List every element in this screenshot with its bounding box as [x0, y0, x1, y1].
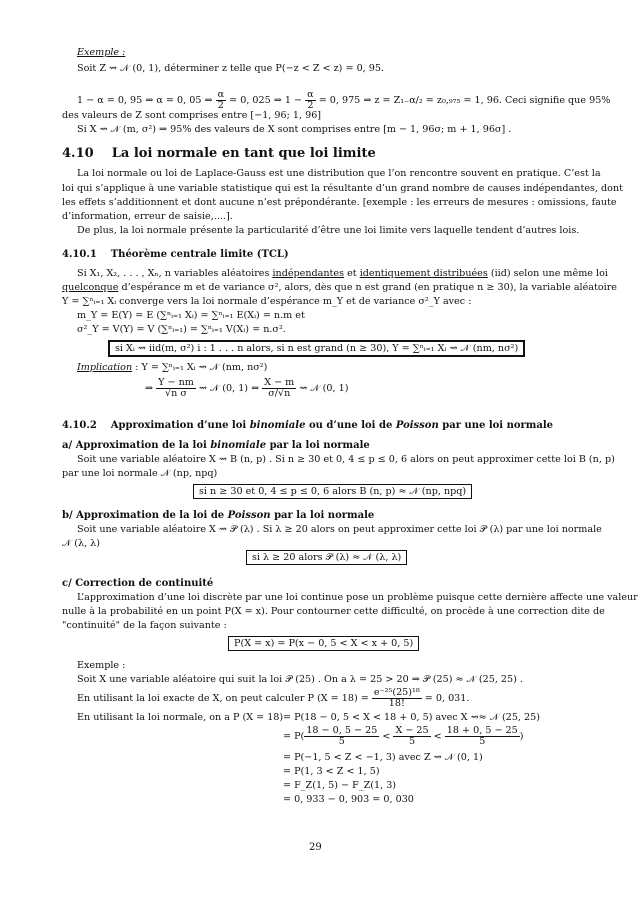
formula-line: m_Y = E(Y) = E (∑ⁿᵢ₌₁ Xᵢ) = ∑ⁿᵢ₌₁ E(Xᵢ) = n.m et [77, 310, 305, 321]
derivation-step: = P(1, 3 < Z < 1, 5) [283, 766, 380, 777]
result-box: si λ ≥ 20 alors 𝒫 (λ) ≈ 𝒩 (λ, λ) [246, 550, 407, 565]
example-line: En utilisant la loi normale, on a P (X = 18) [77, 712, 284, 723]
subsection-title: Théorème centrale limite (TCL) [110, 249, 289, 260]
example-line: Si X ⇝ 𝒩 (m, σ²) ⇒ 95% des valeurs de X sont comprises entre [m − 1, 96σ; m + 1, 96σ] . [77, 124, 512, 135]
implication-line: ⇒ $\frac{Y - nm}{\text{√n σ}}$ ⇝ 𝒩 (0, 1) ⇔ $\frac{X - m}{\sigma/√n}$ ⇝ 𝒩 (0, 1) [145, 377, 349, 399]
section-number: 4.10 [62, 146, 94, 161]
paragraph-line: De plus, la loi normale présente la particularité d’être une loi limite vers laquelle tendent d’autres lois. [77, 225, 580, 236]
example-line: Soit X une variable aléatoire qui suit la loi 𝒫 (25) . On a λ = 25 > 20 ⇒ 𝒫 (25) ≈ 𝒩 (25, 25) . [77, 674, 523, 685]
paragraph-line: Y = ∑ⁿᵢ₌₁ Xᵢ converge vers la loi normale d’espérance m_Y et de variance σ²_Y avec : [62, 296, 472, 307]
paragraph-line: les effets s’additionnent et dont aucune n’est prépondérante. [exemple : les erreurs de mesures : omissions, faute [62, 197, 617, 208]
page-number: 29 [309, 842, 322, 853]
underlined-term: quelconque [62, 282, 119, 293]
implication-line: Implication : Y = ∑ⁿᵢ₌₁ Xᵢ ⇝ 𝒩 (nm, nσ²) [77, 362, 268, 373]
fraction: $\frac{\text{e⁻²⁵(25)¹⁸}}{18!}$ [373, 687, 420, 709]
formula-line: σ²_Y = V(Y) = V (∑ⁿᵢ₌₁) = ∑ⁿᵢ₌₁ V(Xᵢ) = n.σ². [77, 324, 286, 335]
derivation-step: = 0, 933 − 0, 903 = 0, 030 [283, 794, 414, 805]
fraction: $\frac{18 - 0, 5 - 25}{5}$ [306, 725, 378, 747]
paragraph-line: d’information, erreur de saisie,....]. [62, 211, 233, 222]
paragraph-line: loi qui s’applique à une variable statistique qui est la résultante d’un grand nombre de causes indépendantes, dont [62, 183, 623, 194]
subsection-number: 4.10.1 [62, 249, 97, 260]
underlined-term: identiquement distribuées [359, 268, 488, 279]
result-box: si n ≥ 30 et 0, 4 ≤ p ≤ 0, 6 alors B (n, p) ≈ 𝒩 (np, npq) [193, 484, 472, 499]
underlined-term: indépendantes [272, 268, 345, 279]
section-heading [62, 148, 376, 160]
subsubsection-heading: a/ Approximation de la loi binomiale par la loi normale [62, 440, 370, 451]
paragraph-line: Si X₁, X₂, . . . , Xₙ, n variables aléatoires indépendantes et identiquement distribuées (iid) selon une même loi [77, 268, 608, 279]
derivation-step: = P(18 − 0, 5 < X < 18 + 0, 5) avec X ⇝≈ 𝒩 (25, 25) [283, 712, 540, 723]
subsection-number: 4.10.2 [62, 420, 97, 431]
math-text: 1 − α = 0, 95 ⇒ α = 0, 05 ⇒ [77, 95, 213, 106]
paragraph-line: quelconque d’espérance m et de variance σ², alors, dès que n est grand (en pratique n ≥ 30), la variable aléatoire [62, 282, 617, 293]
fraction: $\frac{\alpha}{2}$ [217, 89, 225, 111]
example-line: En utilisant la loi exacte de X, on peut calculer P (X = 18) = $\frac{\text{e⁻²⁵(25)¹⁸}}{18!}$ = 0, 031. [77, 687, 470, 709]
paragraph-line: par une loi normale 𝒩 (np, npq) [62, 468, 218, 479]
implication-label: Implication [77, 362, 133, 373]
theorem-box: si Xᵢ ⇝ iid(m, σ²) i : 1 . . . n alors, si n est grand (n ≥ 30), Y = ∑ⁿᵢ₌₁ Xᵢ ⇝ 𝒩 (nm, nσ²) [108, 340, 525, 357]
math-text: = 0, 025 ⇒ 1 − [229, 95, 303, 106]
fraction: $\frac{X - m}{\sigma/√n}$ [264, 377, 295, 399]
subsection-heading: 4.10.2 Approximation d’une loi binomiale ou d’une loi de Poisson par une loi normale [62, 420, 554, 431]
paragraph-line: Soit une variable aléatoire X ⇝ B (n, p) . Si n ≥ 30 et 0, 4 ≤ p ≤ 0, 6 alors on peut approximer cette loi B (n, p) [77, 454, 615, 465]
example-line: des valeurs de Z sont comprises entre [−1, 96; 1, 96] [62, 110, 322, 121]
paragraph-line: nulle à la probabilité en un point P(X = x). Pour contourner cette difficulté, on procède à une correction dite de [62, 606, 605, 617]
paragraph-line: L’approximation d’une loi discrète par une loi continue pose un problème puisque cette dernière affecte une valeur [77, 592, 638, 603]
paragraph-line: "continuité" de la façon suivante : [62, 620, 227, 631]
subsubsection-heading: b/ Approximation de la loi de Poisson par la loi normale [62, 510, 375, 521]
derivation-step: = F_Z(1, 5) − F_Z(1, 3) [283, 780, 397, 791]
paragraph-line: La loi normale ou loi de Laplace-Gauss est une distribution que l’on rencontre souvent en pratique. C’est la [77, 168, 601, 179]
subsection-heading [62, 249, 289, 261]
paragraph-line: Soit une variable aléatoire X ⇝ 𝒫 (λ) . Si λ ≥ 20 alors on peut approximer cette loi 𝒫 (λ) par une loi normale [77, 524, 602, 535]
example-line: Soit Z ⇝ 𝒩 (0, 1), déterminer z telle que P(−z < Z < z) = 0, 95. [77, 63, 385, 74]
fraction: $\frac{X - 25}{5}$ [395, 725, 429, 747]
section-title: La loi normale en tant que loi limite [111, 146, 376, 161]
fraction: $\frac{18 + 0, 5 - 25}{5}$ [446, 725, 518, 747]
fraction: $\frac{\alpha}{2}$ [307, 89, 314, 111]
example-label: Exemple : [77, 47, 126, 58]
example-label: Exemple : [77, 660, 126, 671]
formula-box: P(X = x) = P(x − 0, 5 < X < x + 0, 5) [228, 636, 419, 651]
math-text: = 0, 975 ⇒ z = Z₁₋α/₂ = z₀,₉₇₅ = 1, 96. Ceci signifie que 95% [318, 95, 611, 106]
paragraph-line: 𝒩 (λ, λ) [62, 538, 100, 549]
derivation-step: = P( $\frac{18 - 0, 5 - 25}{5}$ < $\frac{X - 25}{5}$ < $\frac{18 + 0, 5 - 25}{5}$ ) [283, 725, 524, 747]
fraction: $\frac{Y - nm}{\text{√n σ}}$ [158, 377, 194, 399]
derivation-step: = P(−1, 5 < Z < −1, 3) avec Z ⇝ 𝒩 (0, 1) [283, 752, 483, 763]
subsubsection-heading: c/ Correction de continuité [62, 578, 214, 589]
